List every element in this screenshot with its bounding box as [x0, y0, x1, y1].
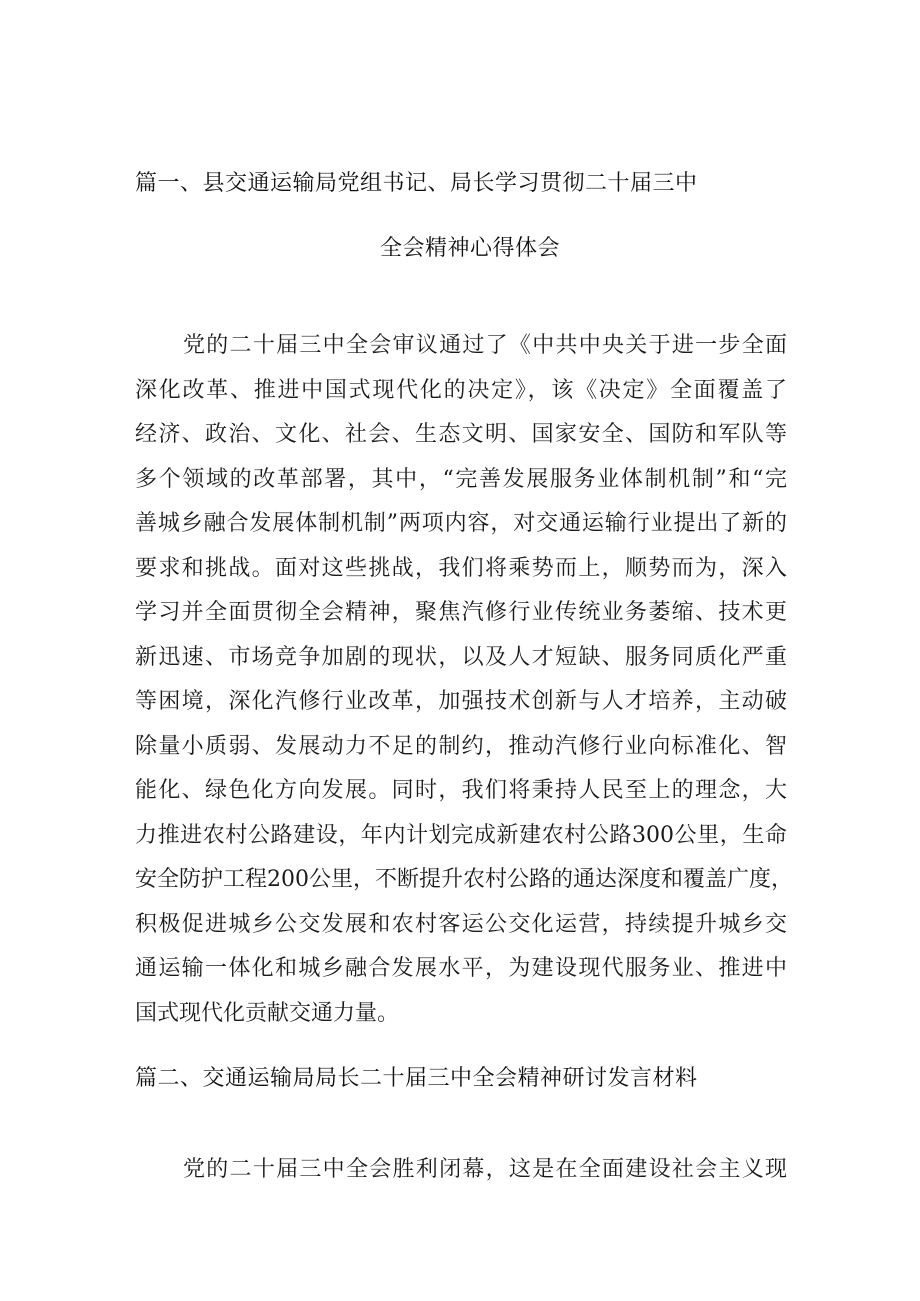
section1-line-11: 能化、绿色化方向发展。同时，我们将秉持人民至上的理念，大 [135, 778, 787, 803]
section1-line-1: 党的二十届三中全会审议通过了《中共中央关于进一步全面 [183, 333, 787, 358]
section1-line-15: 通运输一体化和城乡融合发展水平，为建设现代服务业、推进中 [135, 956, 787, 981]
section1-line-13: 安全防护工程200公里，不断提升农村公路的通达深度和覆盖广度， [135, 867, 793, 892]
section2-title: 篇二、交通运输局局长二十届三中全会精神研讨发言材料 [135, 1066, 698, 1091]
section1-line-5: 善城乡融合发展体制机制”两项内容，对交通运输行业提出了新的 [135, 511, 787, 536]
section1-title-line1: 篇一、县交通运输局党组书记、局长学习贯彻二十届三中 [135, 171, 698, 196]
section1-body [135, 324, 793, 1036]
section1-line-4: 多个领域的改革部署，其中，“完善发展服务业体制机制”和“完 [135, 466, 787, 492]
section1-line-7: 学习并全面贯彻全会精神，聚焦汽修行业传统业务萎缩、技术更 [135, 600, 787, 625]
section1-line-6: 要求和挑战。面对这些挑战，我们将乘势而上，顺势而为，深入 [135, 555, 787, 581]
section1-line-8: 新迅速、市场竞争加剧的现状，以及人才短缺、服务同质化严重 [135, 644, 787, 670]
section1-line-2: 深化改革、推进中国式现代化的决定》，该《决定》全面覆盖了 [135, 377, 787, 403]
section1-line-9: 等困境，深化汽修行业改革，加强技术创新与人才培养，主动破 [135, 689, 787, 714]
section1-line-16: 国式现代化贡献交通力量。 [135, 1000, 400, 1026]
section1-title-line2: 全会精神心得体会 [379, 236, 560, 261]
section1-line-3: 经济、政治、文化、社会、生态文明、国家安全、国防和军队等 [135, 422, 787, 447]
section2-line-1: 党的二十届三中全会胜利闭幕，这是在全面建设社会主义现 [183, 1157, 787, 1182]
section1-line-14: 积极促进城乡公交发展和农村客运公交化运营，持续提升城乡交 [135, 911, 787, 937]
section1-line-12: 力推进农村公路建设，年内计划完成新建农村公路300公里，生命 [135, 822, 787, 848]
section2-body [135, 1148, 787, 1193]
section1-line-10: 除量小质弱、发展动力不足的制约，推动汽修行业向标准化、智 [135, 733, 787, 759]
